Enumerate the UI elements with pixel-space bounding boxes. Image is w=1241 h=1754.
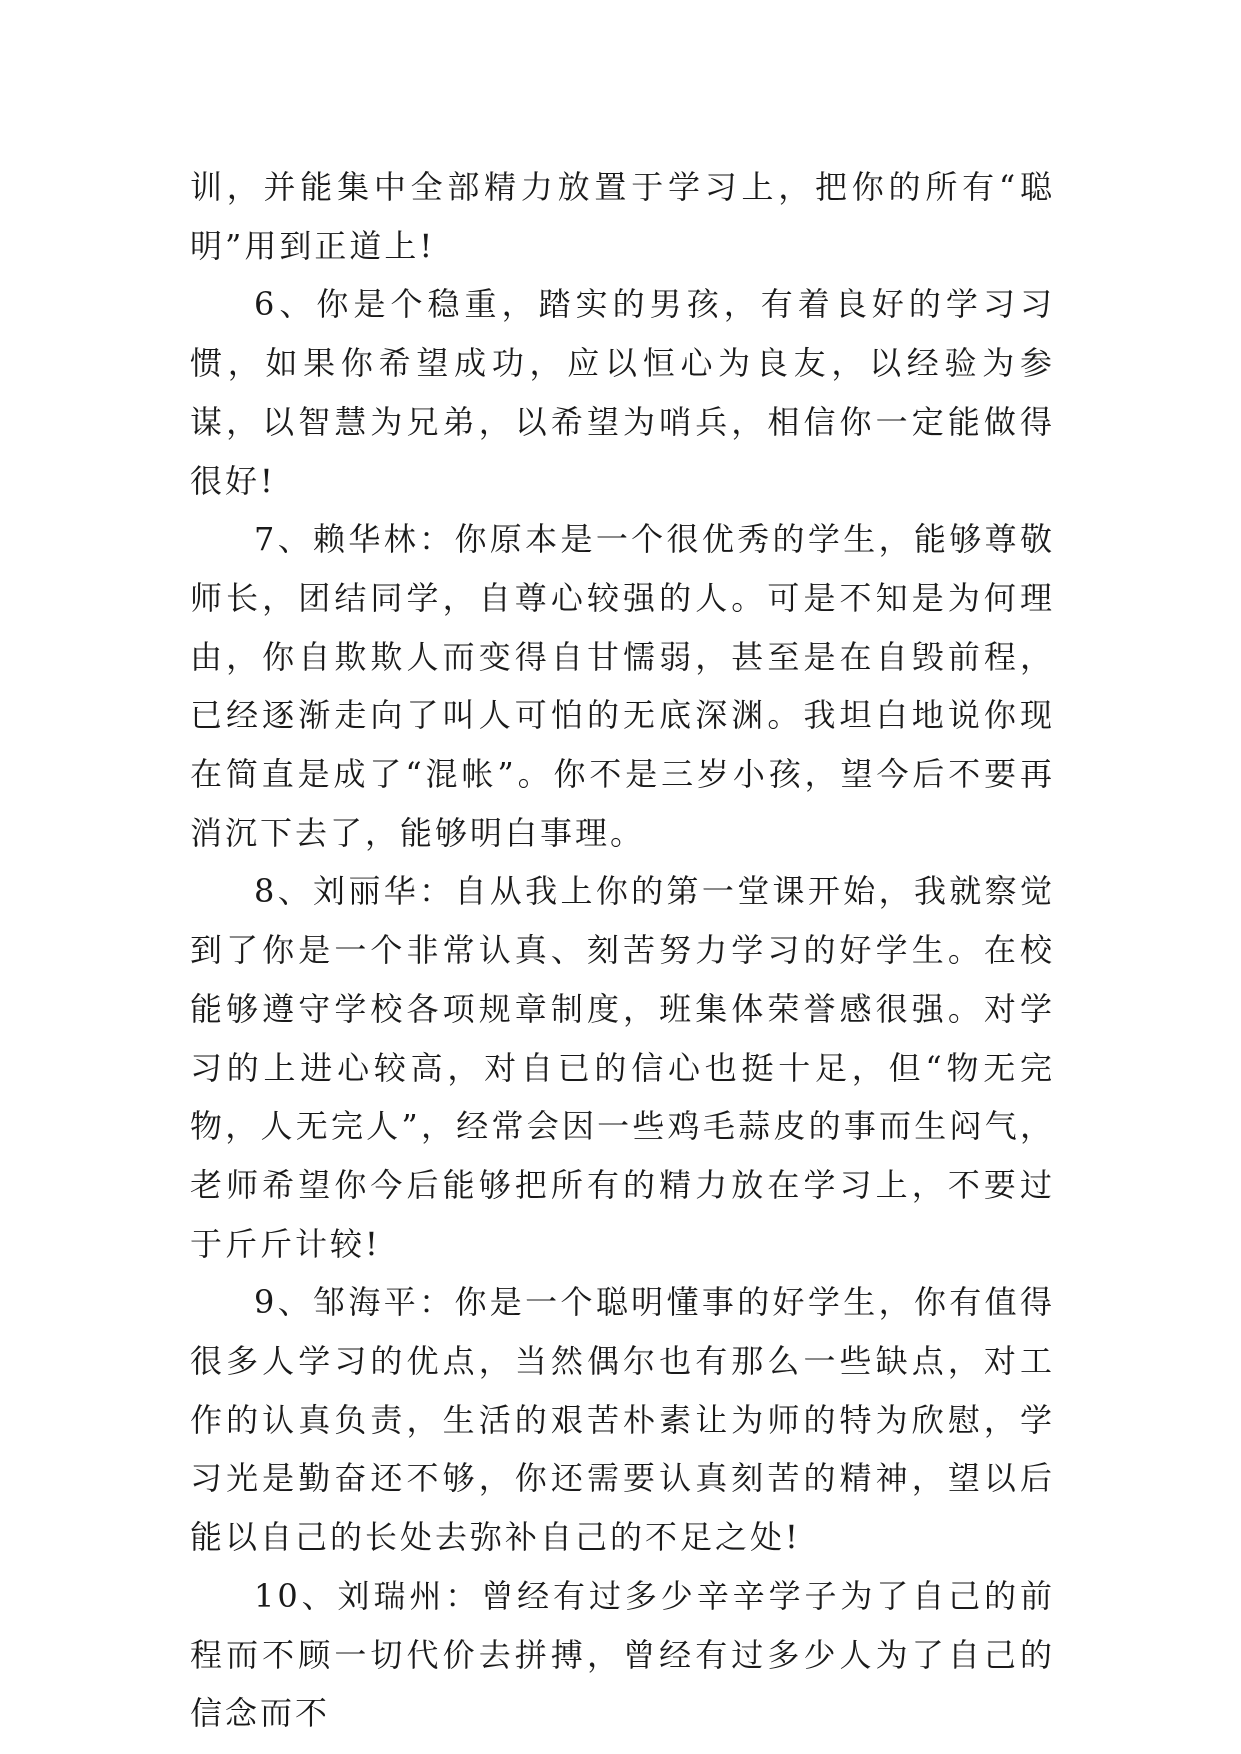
paragraph-comment-6: 6、你是个稳重，踏实的男孩，有着良好的学习习惯，如果你希望成功，应以恒心为良友，以经验为参谋，以智慧为兄弟，以希望为哨兵，相信你一定能做得很好! bbox=[190, 285, 1055, 500]
paragraph-comment-9: 9、邹海平：你是一个聪明懂事的好学生，你有值得很多人学习的优点，当然偶尔也有那么一些缺点，对工作的认真负责，生活的艰苦朴素让为师的特为欣慰，学习光是勤奋还不够，你还需要认真刻苦的精神，望以后能以自己的长处去弥补自己的不足之处! bbox=[190, 1283, 1055, 1557]
paragraph-comment-8: 8、刘丽华：自从我上你的第一堂课开始，我就察觉到了你是一个非常认真、刻苦努力学习的好学生。在校能够遵守学校各项规章制度，班集体荣誉感很强。对学习的上进心较高，对自已的信心也挺十足，但“物无完物，人无完人”，经常会因一些鸡毛蒜皮的事而生闷气，老师希望你今后能够把所有的精力放在学习上，不要过于斤斤计较! bbox=[190, 872, 1055, 1263]
paragraph-comment-7: 7、赖华林：你原本是一个很优秀的学生，能够尊敬师长，团结同学，自尊心较强的人。可是不知是为何理由，你自欺欺人而变得自甘懦弱，甚至是在自毁前程，已经逐渐走向了叫人可怕的无底深渊。我坦白地说你现在简直是成了“混帐”。你不是三岁小孩，望今后不要再消沉下去了，能够明白事理。 bbox=[190, 520, 1055, 852]
paragraph-comment-10: 10、刘瑞州：曾经有过多少辛辛学子为了自己的前程而不顾一切代价去拼搏，曾经有过多少人为了自己的信念而不 bbox=[190, 1576, 1055, 1733]
body-text bbox=[190, 158, 1055, 1743]
paragraph-continuation: 训，并能集中全部精力放置于学习上，把你的所有“聪明”用到正道上! bbox=[190, 168, 1055, 265]
